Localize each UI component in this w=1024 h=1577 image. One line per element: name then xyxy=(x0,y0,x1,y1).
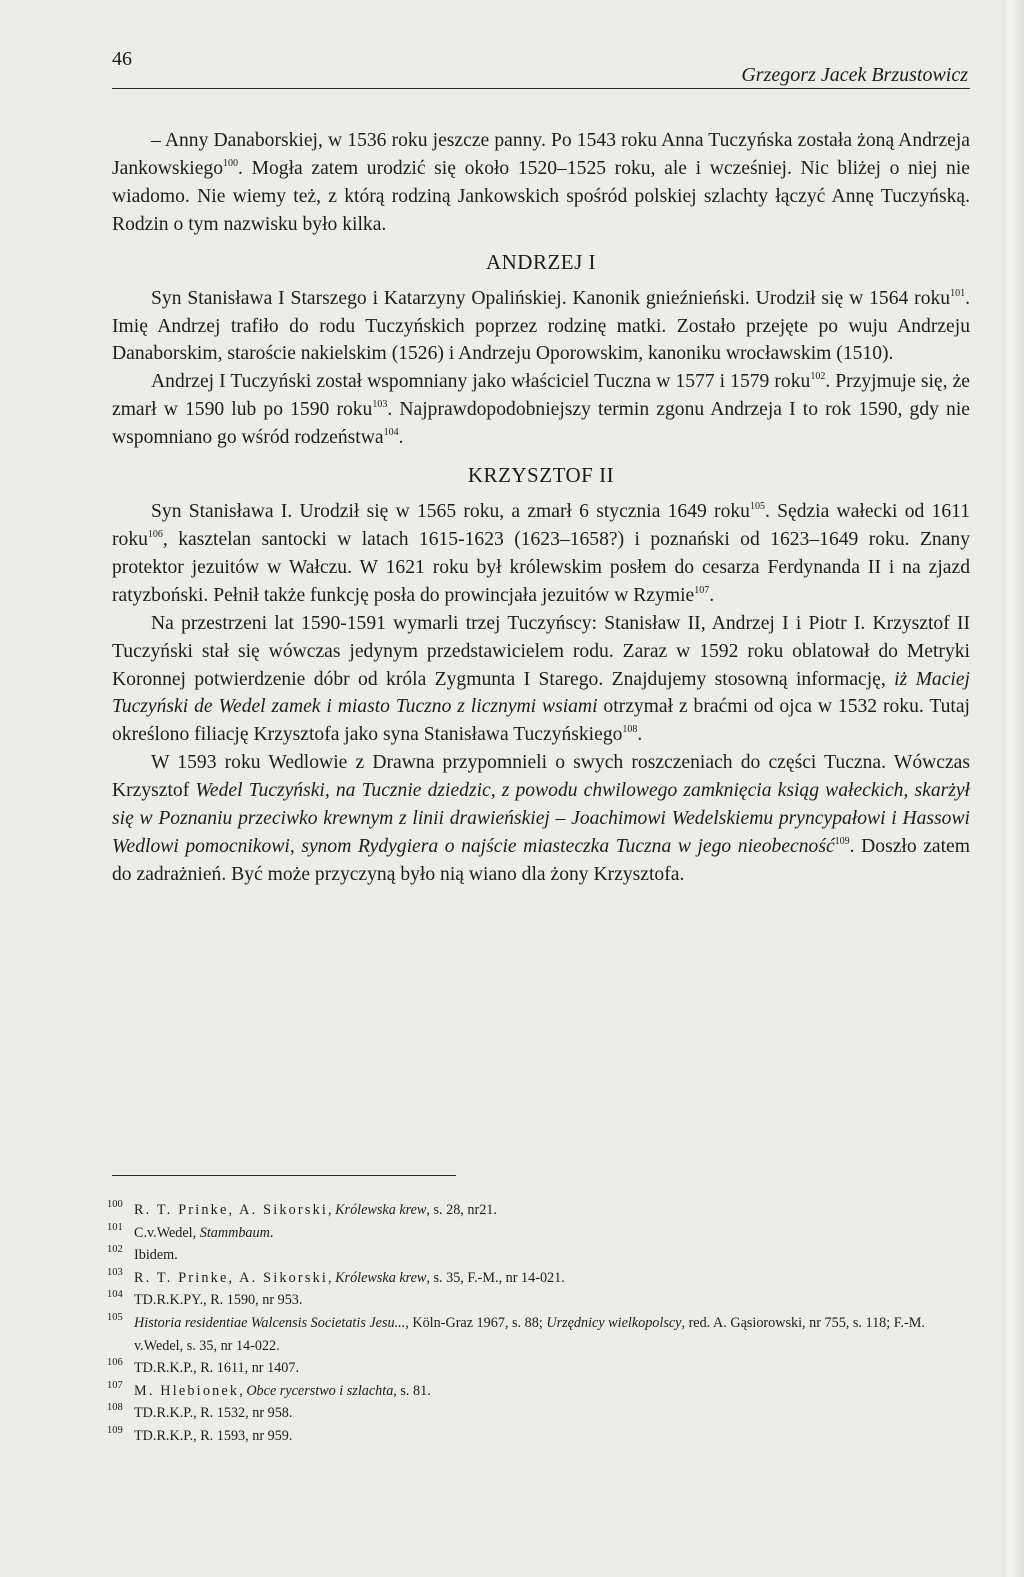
footnote-ref: 102 xyxy=(810,371,826,383)
footnote-author: R. T. Prinke, A. Sikorski xyxy=(134,1269,328,1286)
footnote-text: , xyxy=(239,1382,247,1399)
footnote-text: Ibidem. xyxy=(134,1247,178,1264)
footnote-text: C.v.Wedel, xyxy=(134,1224,200,1241)
text-run: . Imię Andrzej trafiło do rodu Tuczyńskich poprzez rodzinę matki. Zostało przejęte po wuju Andrzeju Danaborskim, staroście nakielskim (1526) i Andrzeju Oporowskim, kanoniku wrocławskim (1510). xyxy=(112,287,970,365)
footnote-author: M. Hlebionek xyxy=(134,1382,240,1399)
footnote xyxy=(107,1357,977,1380)
paragraph-wedlowie xyxy=(112,749,970,889)
footnote-ref: 104 xyxy=(383,427,399,439)
footnote-title: Stammbaum xyxy=(199,1224,270,1241)
paragraph-tuczynscy xyxy=(112,610,970,750)
text-run: , kasztelan santocki w latach 1615-1623 (1623–1658?) i poznański od 1623–1649 roku. Znany protektor jezuitów w Wałczu. W 1621 roku był królewskim posłem do cesarza Ferdynanda II i na zjazd ratyzboński. Pełnił także funkcję posła do prowincjała jezuitów w Rzymie xyxy=(112,528,970,606)
footnote xyxy=(107,1312,977,1357)
footnote-number: 102 xyxy=(107,1244,123,1256)
text-run: otrzymał z braćmi od ojca w 1532 roku. Tutaj określono filiację Krzysztofa jako syna Stanisława Tuczyńskiego xyxy=(112,696,970,746)
footnote-title: Urzędnicy wielkopolscy xyxy=(546,1314,682,1331)
paragraph-andrzej-death xyxy=(112,368,970,452)
footnote-number: 103 xyxy=(107,1266,123,1278)
footnote-text: . xyxy=(269,1224,274,1241)
footnote xyxy=(107,1289,977,1312)
footnote-title: Historia residentiae Walcensis Societatis Jesu... xyxy=(134,1314,406,1331)
footnote-number: 105 xyxy=(107,1311,123,1323)
footnote-number: 100 xyxy=(107,1199,123,1210)
quoted-italic: Wedel Tuczyński, na Tucznie dziedzic, z powodu chwilowego zamknięcia ksiąg wałeckich, skarżył się w Poznaniu przeciwko krewnym z linii drawieńskiej – Joachimowi Wedelskiemu pryncypałowi i Hassowi Wedlowi pomocnikowi, synom Rydygiera o najście miasteczka Tuczna w jego nieobecność xyxy=(112,780,971,857)
footnote-text: , s. 35, F.-M., nr 14-021. xyxy=(426,1269,565,1286)
footnote-text: TD.R.K.P., R. 1593, nr 959. xyxy=(134,1427,293,1444)
footnote-ref: 106 xyxy=(147,528,163,540)
footnote-number: 104 xyxy=(107,1289,123,1301)
footnote-title: Obce rycerstwo i szlachta xyxy=(246,1382,394,1399)
footnote xyxy=(107,1267,977,1290)
footnote-number: 108 xyxy=(107,1402,123,1414)
footnote-ref: 105 xyxy=(749,501,765,513)
running-head-author: Grzegorz Jacek Brzustowicz xyxy=(741,64,968,86)
text-run: Syn Stanisława I. Urodził się w 1565 roku, a zmarł 6 stycznia 1649 roku xyxy=(151,501,750,523)
footnote xyxy=(107,1222,977,1245)
footnote-text: TD.R.K.PY., R. 1590, nr 953. xyxy=(134,1292,303,1309)
paragraph-krzysztof-bio xyxy=(112,498,970,610)
footnote-text: TD.R.K.P., R. 1611, nr 1407. xyxy=(134,1360,300,1377)
text-run: . xyxy=(709,584,715,606)
text-run: W 1593 roku Wedlowie z Drawna przypomnieli o swych roszczeniach do części Tuczna. Wówczas Krzysztof xyxy=(112,752,970,802)
section-heading-andrzej: ANDRZEJ I xyxy=(485,249,597,274)
footnote-ref: 109 xyxy=(834,835,850,847)
footnote-ref: 100 xyxy=(223,157,239,169)
footnote-ref: 108 xyxy=(622,724,638,736)
quoted-italic: iż Maciej Tuczyński de Wedel zamek i miasto Tuczno z licznymi wsiami xyxy=(112,668,970,718)
page-header xyxy=(112,44,970,89)
footnote-separator xyxy=(112,1175,456,1176)
footnote-text: , xyxy=(328,1269,336,1286)
footnote xyxy=(107,1402,977,1425)
body-text xyxy=(112,127,970,889)
footnote-text: , s. 28, nr21. xyxy=(426,1202,497,1218)
section-heading-krzysztof: KRZYSZTOF II xyxy=(467,463,615,488)
text-run: . Mogła zatem urodzić się około 1520–1525 roku, ale i wcześniej. Nic bliżej o niej nie wiadomo. Nie wiemy też, z którą rodziną Jankowskich spośród polskiej szlachty łączyć Annę Tuczyńską. Rodzin o tym nazwisku było kilka. xyxy=(112,157,970,235)
footnote xyxy=(107,1199,977,1222)
footnote-number: 107 xyxy=(107,1379,123,1391)
text-run: Syn Stanisława I Starszego i Katarzyny Opalińskiej. Kanonik gnieźnieński. Urodził się w 1564 roku xyxy=(151,287,951,309)
paragraph-andrzej-bio xyxy=(112,285,970,369)
text-run: Andrzej I Tuczyński został wspomniany jako właściciel Tuczna w 1577 i 1579 roku xyxy=(151,371,811,393)
text-run: . xyxy=(637,724,643,746)
text-run: . Sędzia wałecki od 1611 roku xyxy=(112,501,970,550)
footnote-number: 106 xyxy=(107,1357,123,1369)
footnote-text: , xyxy=(328,1202,336,1218)
page-edge-shadow xyxy=(1002,0,1024,1577)
footnote-ref: 103 xyxy=(372,399,388,411)
footnote-title: Królewska krew xyxy=(335,1269,427,1286)
text-run: – Anny Danaborskiej, w 1536 roku jeszcze panny. Po 1543 roku Anna Tuczyńska została żoną Andrzeja Jankowskiego xyxy=(112,130,970,179)
text-run: . Najprawdopodobniejszy termin zgonu Andrzeja I to rok 1590, gdy nie wspomniano go wśród rodzeństwa xyxy=(112,399,970,449)
footnote xyxy=(107,1244,977,1267)
text-run: . xyxy=(398,427,404,449)
text-run: . Przyjmuje się, że zmarł w 1590 lub po 1590 roku xyxy=(112,371,970,421)
footnote-text: , Köln-Graz 1967, s. 88; xyxy=(405,1314,547,1331)
footnote-text: , s. 81. xyxy=(393,1382,431,1399)
footnote-number: 109 xyxy=(107,1424,123,1436)
footnote-number: 101 xyxy=(107,1221,123,1233)
footnote-ref: 101 xyxy=(950,287,966,299)
footnote-ref: 107 xyxy=(694,584,710,596)
footnote-title: Królewska krew xyxy=(335,1202,427,1218)
page-number: 46 xyxy=(112,48,132,70)
text-run: Na przestrzeni lat 1590-1591 wymarli trzej Tuczyńscy: Stanisław II, Andrzej I i Piotr I. Krzysztof II Tuczyński stał się wówczas jedynym przedstawicielem rodu. Zaraz w 1592 roku oblatował do Metryki Koronnej potwierdzenie dóbr od króla Zygmunta I Starego. Znajdujemy stosowną informację, xyxy=(112,612,970,690)
footnote-author: R. T. Prinke, A. Sikorski xyxy=(134,1202,328,1218)
footnote-text: , red. A. Gąsiorowski, nr 755, s. 118; F.-M. v.Wedel, s. 35, nr 14-022. xyxy=(134,1314,925,1354)
footnote-text: TD.R.K.P., R. 1532, nr 958. xyxy=(134,1405,293,1422)
text-run: . Doszło zatem do zadrażnień. Być może przyczyną było nią wiano dla żony Krzysztofa. xyxy=(112,835,970,885)
footnote xyxy=(107,1380,977,1403)
footnotes xyxy=(107,1199,977,1448)
footnote xyxy=(107,1425,977,1448)
paragraph-anna xyxy=(112,127,970,239)
